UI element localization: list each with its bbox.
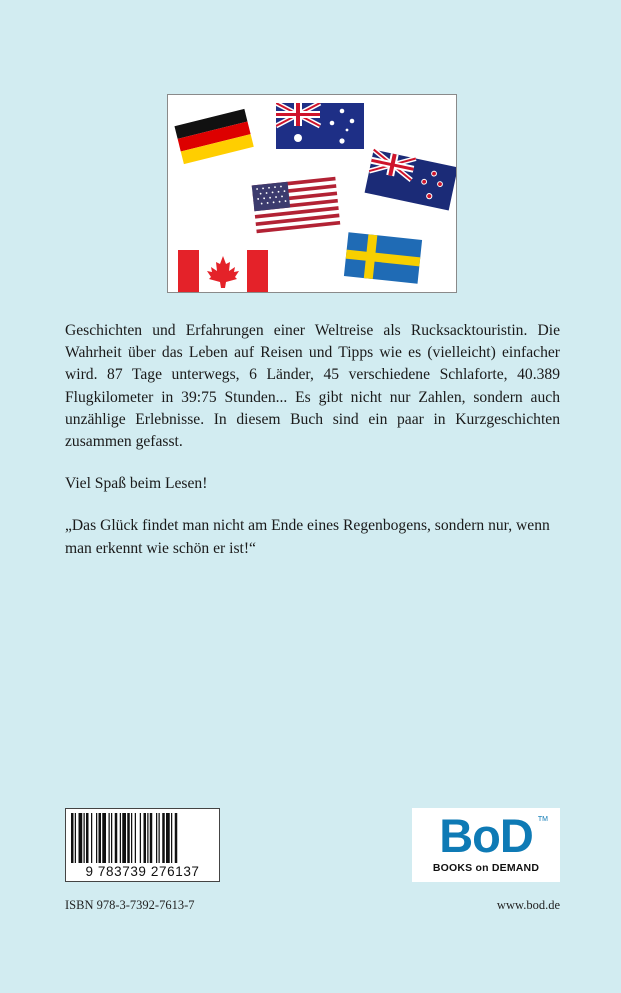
flags-image bbox=[167, 94, 457, 293]
barcode-bars bbox=[71, 813, 214, 863]
barcode-bar bbox=[162, 813, 165, 863]
quote-paragraph: „Das Glück findet man nicht am Ende eines Regenbogens, sondern nur, wenn man erkennt wie schön er ist!“ bbox=[65, 517, 550, 557]
barcode-bar bbox=[156, 813, 157, 863]
barcode-bar bbox=[122, 813, 126, 863]
blurb-paragraph: Geschichten und Erfahrungen einer Weltreise als Rucksacktouristin. Die Wahrheit über das Leben auf Reisen und Tipps wie es (vielleicht) einfacher wird. 87 Tage unterwegs, 6 Länder, 45 verschiedene Schlaforte, 40.389 Flugkilometer in 39:75 Stunden... Es gibt nicht nur Zahlen, sondern auch unzählige Erlebnisse. In diesem Buch sind ein paar in Kurzgeschichten zusammen gefasst. bbox=[65, 322, 560, 451]
barcode-bar bbox=[127, 813, 130, 863]
barcode-bar bbox=[79, 813, 83, 863]
barcode bbox=[65, 808, 220, 882]
barcode-bar bbox=[175, 813, 178, 863]
barcode-bar bbox=[147, 813, 148, 863]
australia-flag bbox=[276, 103, 364, 149]
sweden-flag bbox=[342, 227, 424, 289]
germany-flag bbox=[172, 103, 256, 169]
barcode-bar bbox=[91, 813, 92, 863]
canada-flag bbox=[178, 250, 268, 293]
barcode-bar bbox=[84, 813, 85, 863]
barcode-bar bbox=[111, 813, 112, 863]
usa-flag bbox=[246, 171, 346, 239]
bod-logo bbox=[412, 808, 560, 882]
barcode-bar bbox=[131, 813, 132, 863]
barcode-bar bbox=[71, 813, 74, 863]
bod-logo-mark: BoD bbox=[439, 809, 533, 862]
barcode-bar bbox=[86, 813, 89, 863]
barcode-bar bbox=[150, 813, 153, 863]
barcode-bar bbox=[171, 813, 172, 863]
barcode-bar bbox=[75, 813, 76, 863]
bod-logo-tm: TM bbox=[537, 816, 548, 823]
greeting-paragraph: Viel Spaß beim Lesen! bbox=[65, 475, 208, 493]
barcode-bar bbox=[135, 813, 136, 863]
blurb-text bbox=[65, 320, 560, 580]
barcode-bar bbox=[140, 813, 141, 863]
publisher-url[interactable]: www.bod.de bbox=[496, 898, 560, 912]
barcode-bar bbox=[159, 813, 160, 863]
barcode-digits: 9 783739 276137 bbox=[85, 864, 200, 879]
barcode-bar bbox=[109, 813, 110, 863]
barcode-bar bbox=[144, 813, 147, 863]
barcode-bar bbox=[102, 813, 106, 863]
barcode-bar bbox=[96, 813, 97, 863]
barcode-bar bbox=[120, 813, 121, 863]
barcode-bar bbox=[115, 813, 118, 863]
new-zealand-flag bbox=[364, 147, 457, 215]
bod-logo-subtitle: BOOKS on DEMAND bbox=[432, 862, 540, 874]
barcode-bar bbox=[99, 813, 102, 863]
isbn-text: ISBN 978-3-7392-7613-7 bbox=[65, 898, 195, 912]
barcode-bar bbox=[166, 813, 170, 863]
